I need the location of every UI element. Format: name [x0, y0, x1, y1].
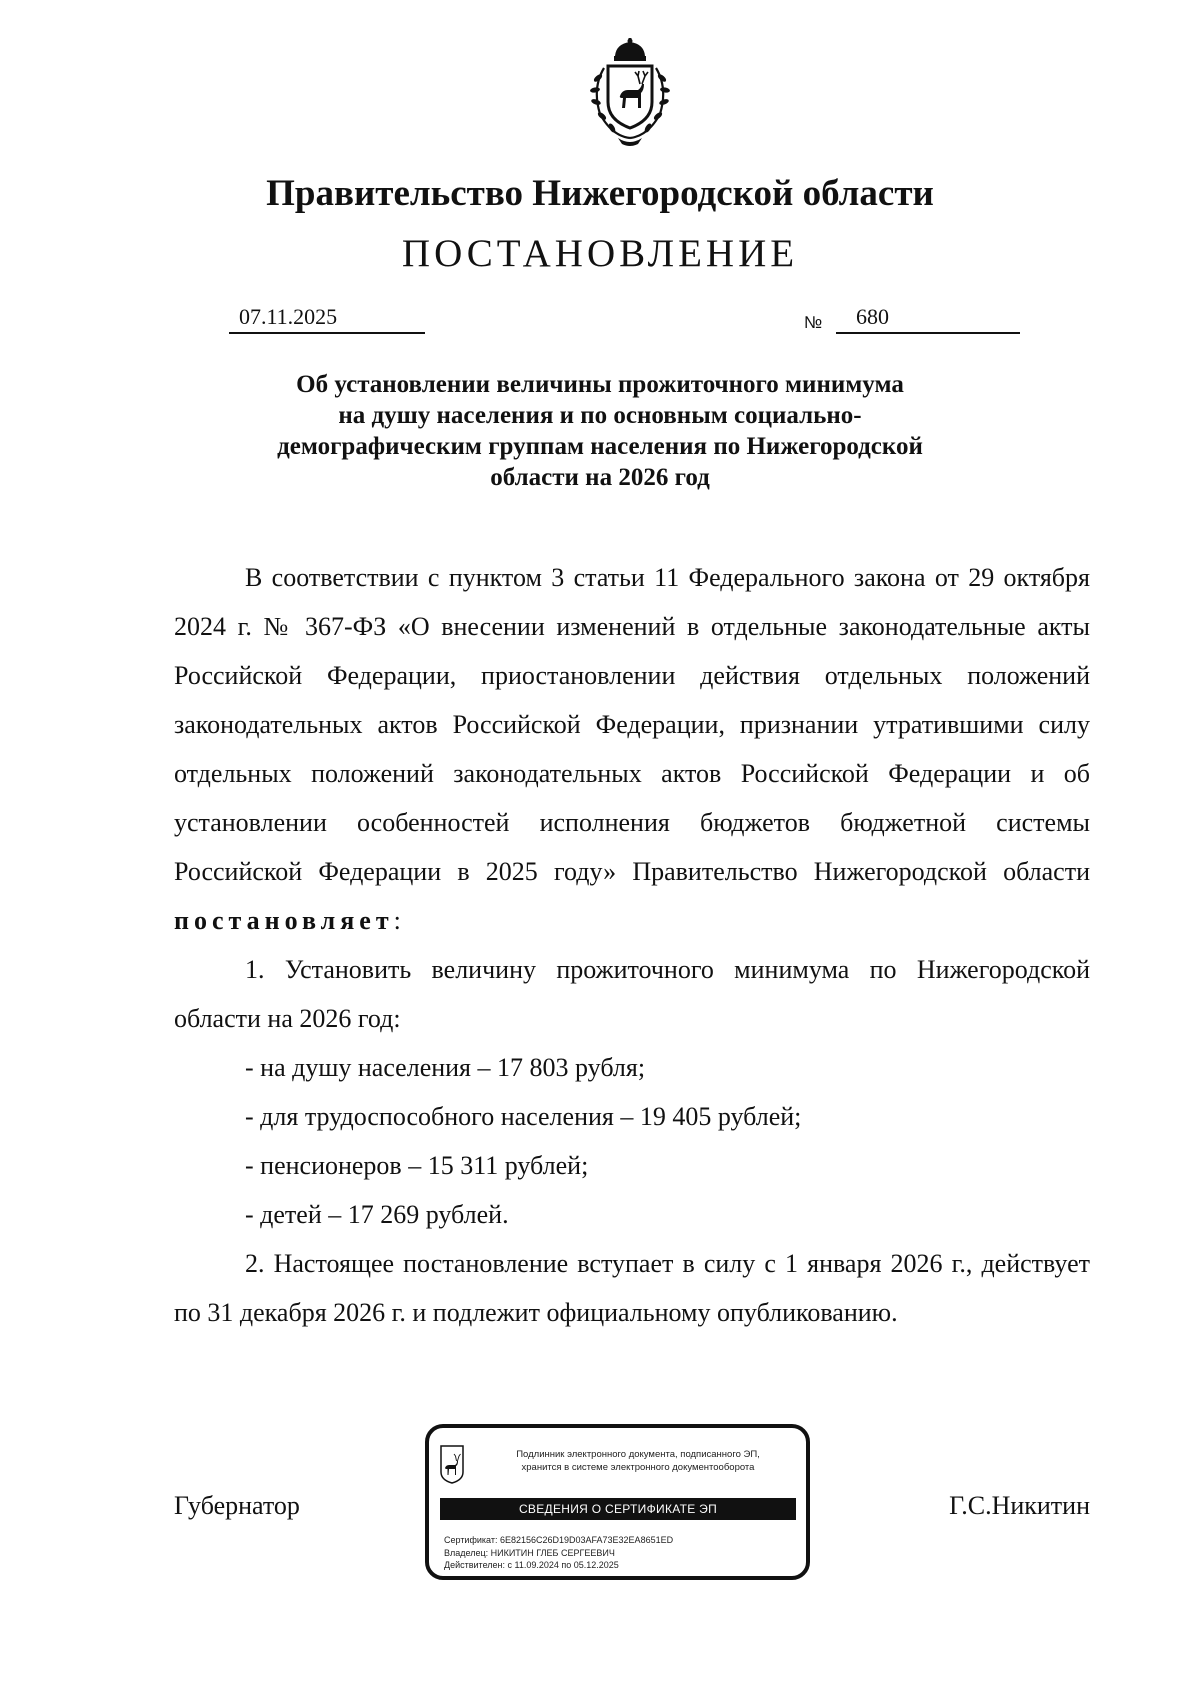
stamp-note: [477, 1448, 799, 1474]
preamble-text: В соответствии с пунктом 3 статьи 11 Федерального закона от 29 октября 2024 г. № 367-ФЗ «О внесении изменений в отдельные законодательные акты Российской Федерации, приостановлении действия отдельных положений законодательных актов Российской Федерации, признании утратившими силу отдельных положений законодательных актов Российской Федерации и об установлении особенностей исполнения бюджетов бюджетной системы Российской Федерации в 2025 году» Правительство Нижегородской области: [174, 563, 1090, 886]
certificate-serial: Сертификат: 6E82156C26D19D03AFA73E32EA8651ED: [444, 1535, 674, 1545]
stamp-note-line: хранится в системе электронного документооборота: [521, 1462, 755, 1473]
stamp-note-line: Подлинник электронного документа, подписанного ЭП,: [516, 1449, 760, 1460]
signer-title: Губернатор: [174, 1491, 300, 1520]
item-1: 1. Установить величину прожиточного минимума по Нижегородской области на 2026 год:: [174, 955, 1090, 1033]
document-date: 07.11.2025: [229, 304, 425, 334]
document-type: ПОСТАНОВЛЕНИЕ: [401, 232, 799, 275]
preamble-paragraph: [174, 553, 1090, 945]
signer-name: Г.С.Никитин: [949, 1491, 1090, 1520]
subject-line: на душу населения и по основным социально-: [338, 402, 862, 429]
decree-colon: :: [393, 906, 401, 935]
decree-word: постановляет: [174, 906, 394, 935]
certificate-validity: Действителен: с 11.09.2024 по 05.12.2025: [444, 1560, 619, 1570]
list-item: - детей – 17 269 рублей.: [245, 1200, 509, 1229]
list-item: - пенсионеров – 15 311 рублей;: [245, 1151, 589, 1180]
deer-emblem-icon: [440, 1444, 464, 1484]
item-2: 2. Настоящее постановление вступает в силу с 1 января 2026 г., действует по 31 декабря 2026 г. и подлежит официальному опубликованию.: [174, 1249, 1090, 1327]
list-item: - на душу населения – 17 803 рубля;: [245, 1053, 646, 1082]
organization-title: Правительство Нижегородской области: [266, 173, 934, 214]
subject-line: области на 2026 год: [490, 464, 710, 491]
document-body: [174, 553, 1090, 1337]
subject-line: Об установлении величины прожиточного минимума: [296, 371, 904, 398]
subject-line: демографическим группам населения по Нижегородской: [277, 433, 923, 460]
document-subject: [200, 369, 1000, 493]
stamp-band-title: СВЕДЕНИЯ О СЕРТИФИКАТЕ ЭП: [440, 1498, 796, 1520]
stamp-details: [444, 1534, 673, 1572]
certificate-owner: Владелец: НИКИТИН ГЛЕБ СЕРГЕЕВИЧ: [444, 1547, 615, 1558]
coat-of-arms-icon: [578, 38, 682, 148]
number-sign: №: [804, 313, 823, 332]
document-number: 680: [836, 304, 1020, 334]
list-item: - для трудоспособного населения – 19 405 рублей;: [245, 1102, 802, 1131]
e-signature-stamp: [425, 1424, 810, 1580]
